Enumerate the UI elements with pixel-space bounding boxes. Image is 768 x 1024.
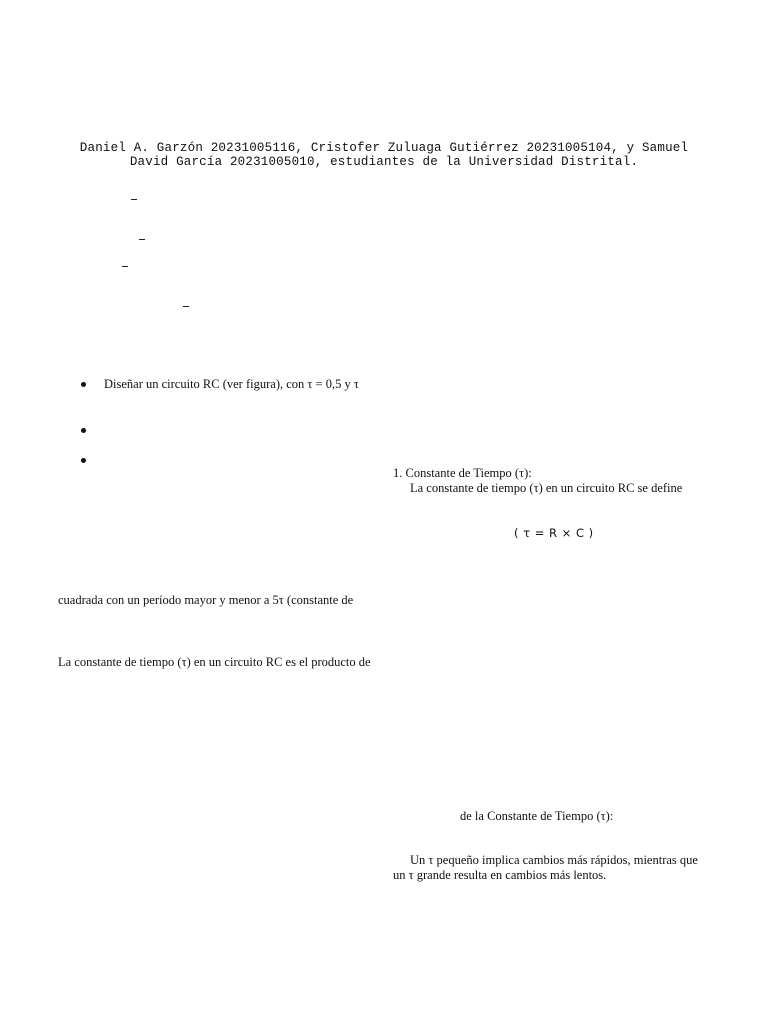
- placeholder-dash: [122, 266, 128, 267]
- section-heading-time-constant: 1. Constante de Tiempo (τ):: [393, 466, 532, 480]
- authors-line-2: David García 20231005010, estudiantes de la Universidad Distrital.: [129, 155, 639, 169]
- bullet-dot: [81, 458, 86, 463]
- placeholder-dash: [183, 306, 189, 307]
- tau-meaning-paragraph: [393, 853, 698, 883]
- time-constant-formula: ( τ = R × C ): [514, 526, 594, 540]
- bullet-dot: [81, 382, 86, 387]
- tau-meaning-line-2: un τ grande resulta en cambios más lentos.: [393, 868, 607, 882]
- time-constant-definition: La constante de tiempo (τ) en un circuito RC se define: [410, 481, 683, 495]
- authors-line-1: Daniel A. Garzón 20231005116, Cristofer Zuluaga Gutiérrez 20231005104, y Samuel: [79, 141, 689, 155]
- placeholder-dash: [131, 199, 137, 200]
- authors-block: [40, 141, 728, 169]
- section-heading-tau-meaning: de la Constante de Tiempo (τ):: [460, 809, 614, 823]
- placeholder-dash: [139, 239, 145, 240]
- bullet-dot: [81, 428, 86, 433]
- square-wave-text: cuadrada con un período mayor y menor a 5τ (constante de: [58, 593, 354, 607]
- tau-product-text: La constante de tiempo (τ) en un circuito RC es el producto de: [58, 655, 371, 669]
- tau-meaning-line-1: Un τ pequeño implica cambios más rápidos, mientras que: [410, 853, 698, 867]
- bullet-item-1: Diseñar un circuito RC (ver figura), con τ = 0,5 y τ: [104, 377, 359, 391]
